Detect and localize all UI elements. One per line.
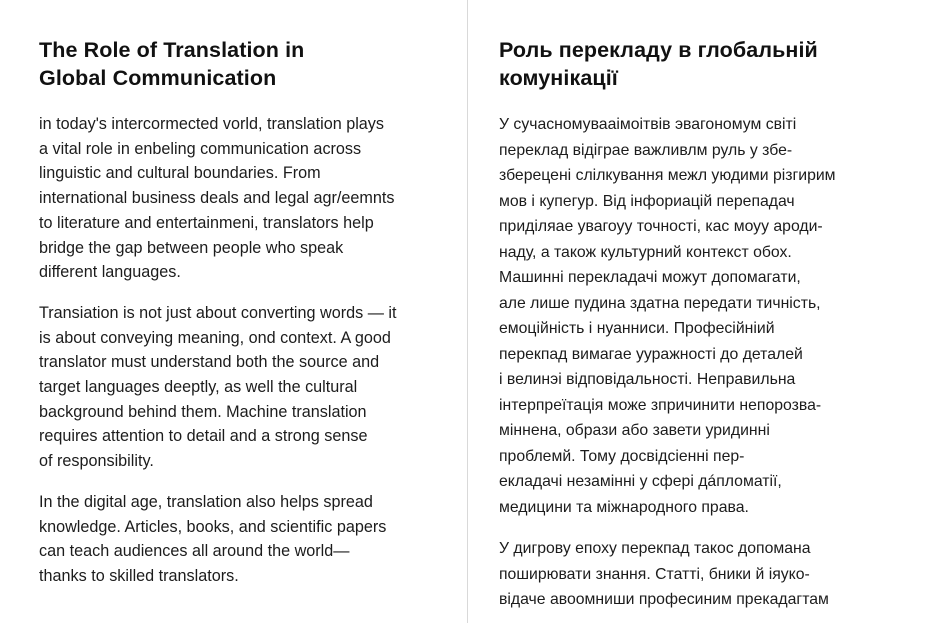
text-line: a vital role in enbeling communication across (39, 139, 362, 158)
english-column (0, 0, 467, 623)
title-line: The Role of Translation in (39, 38, 305, 62)
ukrainian-paragraph-2 (499, 536, 915, 613)
text-line: target languages deeptly, as well the cultural (39, 378, 358, 397)
text-line: Машинні перекладачі можут допомагати, (499, 269, 801, 286)
title-line: комунікації (499, 66, 618, 90)
text-line: У сучасномувааімоітвів эвагономум світі (499, 116, 797, 133)
text-line: requires attention to detail and a strong sense (39, 427, 368, 446)
ukrainian-title (499, 36, 915, 92)
text-line: linguistic and cultural boundaries. From (39, 164, 321, 183)
text-line: different languages. (39, 263, 181, 282)
text-line: медицини та міжнародного права. (499, 498, 749, 516)
column-divider (467, 0, 468, 623)
title-line: Global Communication (39, 66, 277, 90)
text-line: мов і купегур. Від інфориацій перепадач (499, 192, 795, 210)
english-paragraph-1 (39, 112, 447, 285)
text-line: of responsibility. (39, 452, 154, 471)
text-line: Transiation is not just about converting words — it (39, 303, 397, 322)
text-line: екладачі незамінні у сфері дáпломатії, (499, 473, 782, 490)
text-line: is about conveying meaning, ond context. A good (39, 328, 391, 347)
text-line: інтерпреїтація може зпричинити непорозва- (499, 396, 822, 414)
text-line: перекпад вимагае ууражності до деталей (499, 345, 803, 363)
text-line: У дигрову епоху перекпад такос допомана (499, 540, 811, 557)
title-line: Роль перекладу в глобальній (499, 38, 818, 62)
text-line: переклад відіграе важливлм руль у збе- (499, 141, 793, 159)
text-line: міннена, образи або завети уридинні (499, 422, 770, 439)
text-line: international business deals and legal agr/eemnts (39, 189, 395, 208)
ukrainian-paragraph-1 (499, 112, 915, 520)
text-line: to literature and entertainmeni, translators help (39, 213, 374, 232)
text-line: knowledge. Articles, books, and scientific papers (39, 517, 387, 536)
text-line: приділяае увагоуу точності, кас моуу ароди- (499, 218, 823, 235)
text-line: наду, а також культурний контекст обох. (499, 243, 792, 261)
text-line: can teach audiences all around the world— (39, 542, 350, 561)
text-line: in today's intercormected vorld, translation plays (39, 115, 384, 133)
text-line: bridge the gap between people who speak (39, 238, 344, 257)
text-line: thanks to skilled translators. (39, 566, 239, 585)
text-line: поширювати знання. Статті, бники й іяуко- (499, 565, 810, 583)
english-paragraph-2 (39, 301, 447, 474)
text-line: In the digital age, translation also helps spread (39, 492, 373, 511)
text-line: але лише пудина здатна передати тичність, (499, 294, 821, 312)
text-line: і велинэі відповідальності. Неправильна (499, 371, 796, 388)
text-line: зберецені слілкування межл уюдими різгирим (499, 167, 836, 184)
ukrainian-column (467, 0, 935, 623)
text-line: background behind them. Machine translation (39, 402, 367, 421)
text-line: translator must understand both the source and (39, 353, 380, 372)
english-title (39, 36, 447, 92)
text-line: емоційність і нуанниси. Професійніий (499, 320, 775, 337)
text-line: проблемй. Тому досвідсіенні пер- (499, 447, 745, 465)
english-paragraph-3 (39, 490, 447, 589)
text-line: відаче авоомниши професиним прекадагтам (499, 591, 829, 608)
